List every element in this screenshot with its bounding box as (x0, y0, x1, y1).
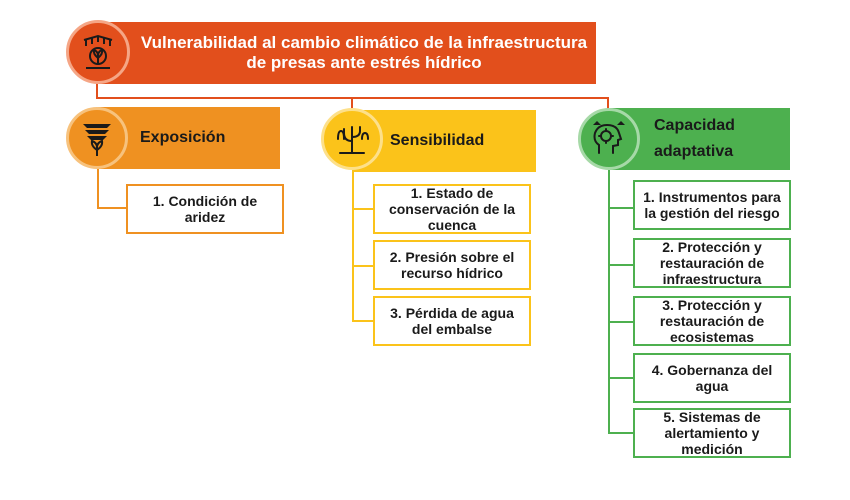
category-label-capacidad: Capacidad adaptativa (654, 117, 735, 160)
capacidad-vertical-line (608, 170, 610, 434)
sensibilidad-item-1-connector (352, 208, 374, 210)
sensibilidad-item-3-label: 3. Pérdida de agua del embalse (390, 305, 514, 337)
head-gear-icon (589, 119, 629, 159)
exposicion-item-1 (126, 184, 284, 234)
category-label-sensibilidad: Sensibilidad (390, 132, 485, 149)
sensibilidad-item-1-label: 1. Estado de conservación de la cuenca (388, 185, 516, 233)
capacidad-icon-circle (578, 108, 640, 170)
sensibilidad-item-2-connector (352, 265, 374, 267)
sensibilidad-vertical-line (352, 170, 354, 322)
category-label-exposicion: Exposición (140, 129, 226, 146)
exposicion-item-connector (97, 207, 127, 209)
capacidad-item-3-connector (608, 321, 634, 323)
capacidad-item-2-label: 2. Protección y restauración de infraestructura (659, 239, 765, 287)
sensibilidad-item-3 (373, 296, 531, 346)
diagram-title: Vulnerabilidad al cambio climático de la infraestructura de presas ante estrés hídrico (140, 33, 588, 72)
exposicion-vertical-line (97, 169, 99, 209)
diagram-title-bar (96, 22, 596, 84)
capacidad-item-1-label: 1. Instrumentos para la gestión del riesgo (643, 189, 781, 221)
exclamation-plant-icon (78, 32, 118, 72)
sensibilidad-item-1 (373, 184, 531, 234)
capacidad-item-5-connector (608, 432, 634, 434)
capacidad-item-5 (633, 408, 791, 458)
cactus-icon (332, 119, 372, 159)
exposicion-item-1-label: 1. Condición de aridez (152, 193, 258, 225)
capacidad-item-1-connector (608, 207, 634, 209)
connector-main-vertical (96, 84, 98, 98)
sensibilidad-item-3-connector (352, 320, 374, 322)
capacidad-item-4-connector (608, 377, 634, 379)
capacidad-item-3 (633, 296, 791, 346)
sensibilidad-icon-circle (321, 108, 383, 170)
capacidad-item-2 (633, 238, 791, 288)
capacidad-item-2-connector (608, 264, 634, 266)
title-icon-circle (66, 20, 130, 84)
tree-sun-icon (77, 118, 117, 158)
capacidad-item-1 (633, 180, 791, 230)
capacidad-item-5-label: 5. Sistemas de alertamiento y medición (663, 409, 761, 457)
sensibilidad-item-2 (373, 240, 531, 290)
capacidad-item-4-label: 4. Gobernanza del agua (651, 362, 773, 394)
capacidad-item-4 (633, 353, 791, 403)
sensibilidad-item-2-label: 2. Presión sobre el recurso hídrico (389, 249, 515, 281)
exposicion-icon-circle (66, 107, 128, 169)
capacidad-item-3-label: 3. Protección y restauración de ecosistemas (659, 297, 765, 345)
